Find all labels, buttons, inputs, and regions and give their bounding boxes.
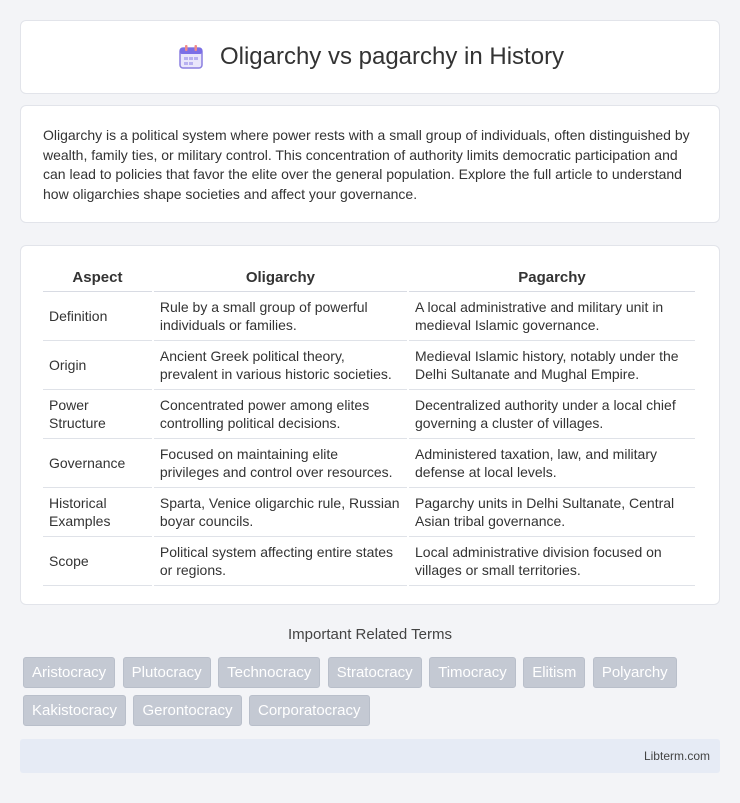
row-aspect: Governance bbox=[43, 439, 152, 488]
tag-stratocracy[interactable]: Stratocracy bbox=[328, 657, 422, 688]
related-terms-title: Important Related Terms bbox=[288, 626, 452, 643]
tag-aristocracy[interactable]: Aristocracy bbox=[23, 657, 115, 688]
row-pagarchy: Pagarchy units in Delhi Sultanate, Central Asian tribal governance. bbox=[409, 488, 695, 537]
header-oligarchy: Oligarchy bbox=[154, 264, 407, 292]
row-pagarchy: A local administrative and military unit in medieval Islamic governance. bbox=[409, 292, 695, 341]
row-aspect: Definition bbox=[43, 292, 152, 341]
tag-polyarchy[interactable]: Polyarchy bbox=[593, 657, 677, 688]
header-aspect: Aspect bbox=[43, 264, 152, 292]
row-pagarchy: Decentralized authority under a local chief governing a cluster of villages. bbox=[409, 390, 695, 439]
comparison-table bbox=[41, 264, 697, 586]
comparison-table-card bbox=[20, 245, 720, 605]
title-card bbox=[20, 20, 720, 94]
tag-corporatocracy[interactable]: Corporatocracy bbox=[249, 695, 370, 726]
intro-text: Oligarchy is a political system where power rests with a small group of individuals, often distinguished by wealth, family ties, or military control. This concentration of authority limits democratic participation and can lead to policies that favor the elite over the general population. Explore the full article to understand how oligarchies shape societies and affect your governance. bbox=[43, 127, 690, 202]
related-terms-list bbox=[23, 657, 723, 733]
row-aspect: Scope bbox=[43, 537, 152, 586]
table-row bbox=[43, 341, 695, 390]
table-row bbox=[43, 439, 695, 488]
row-oligarchy: Rule by a small group of powerful individuals or families. bbox=[154, 292, 407, 341]
row-aspect: Power Structure bbox=[43, 390, 152, 439]
row-aspect: Origin bbox=[43, 341, 152, 390]
table-row bbox=[43, 292, 695, 341]
row-oligarchy: Political system affecting entire states or regions. bbox=[154, 537, 407, 586]
row-oligarchy: Concentrated power among elites controlling political decisions. bbox=[154, 390, 407, 439]
tag-elitism[interactable]: Elitism bbox=[523, 657, 585, 688]
row-oligarchy: Sparta, Venice oligarchic rule, Russian boyar councils. bbox=[154, 488, 407, 537]
table-header-row bbox=[43, 264, 695, 292]
row-aspect: Historical Examples bbox=[43, 488, 152, 537]
row-pagarchy: Administered taxation, law, and military defense at local levels. bbox=[409, 439, 695, 488]
row-pagarchy: Local administrative division focused on villages or small territories. bbox=[409, 537, 695, 586]
tag-technocracy[interactable]: Technocracy bbox=[218, 657, 320, 688]
row-oligarchy: Ancient Greek political theory, prevalent in various historic societies. bbox=[154, 341, 407, 390]
intro-card bbox=[20, 105, 720, 223]
calendar-icon bbox=[176, 43, 206, 71]
footer-site-link[interactable]: Libterm.com bbox=[643, 749, 710, 763]
page-title: Oligarchy vs pagarchy in History bbox=[219, 43, 565, 70]
row-pagarchy: Medieval Islamic history, notably under the Delhi Sultanate and Mughal Empire. bbox=[409, 341, 695, 390]
tag-gerontocracy[interactable]: Gerontocracy bbox=[133, 695, 241, 726]
footer bbox=[20, 739, 720, 773]
tag-timocracy[interactable]: Timocracy bbox=[429, 657, 516, 688]
tag-plutocracy[interactable]: Plutocracy bbox=[123, 657, 211, 688]
table-row bbox=[43, 537, 695, 586]
header-pagarchy: Pagarchy bbox=[409, 264, 695, 292]
table-row bbox=[43, 488, 695, 537]
table-row bbox=[43, 390, 695, 439]
tag-kakistocracy[interactable]: Kakistocracy bbox=[23, 695, 126, 726]
row-oligarchy: Focused on maintaining elite privileges and control over resources. bbox=[154, 439, 407, 488]
